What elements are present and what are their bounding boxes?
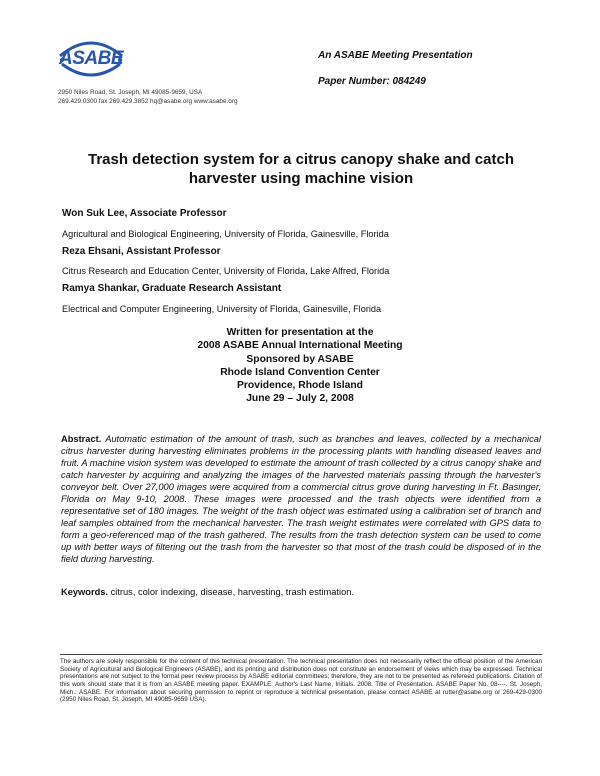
abstract-text: Automatic estimation of the amount of trash, such as branches and leaves, collected by a mechanical citrus harvester during harvesting eliminates problems in the processing plants with handling diseased leaves and fruit. A machine vision system was developed to estimate the amount of trash collected by a citrus canopy shake and catch harvester by acquiring and analyzing the images of the harvested materials passing through the harvester's conveyor belt. Over 27,000 images were acquired from a commercial citrus grove during harvesting in Ft. Basinger, Florida on May 9-10, 2008. These images were processed and the trash objects were identified from a representative set of 180 images. The weight of the trash object was estimated using a calibration set of branch and leaf samples obtained from the mechanical harvester. The trash weight estimates were correlated with GPS data to form a geo-referenced map of the trash gathered. The results from the trash detection system can be used to come up with better ways of filtering out the trash from the harvester so that most of the trash could be disposed of in the field during harvesting.: [61, 434, 541, 564]
contact-line: 269.429.0300 fax 269.429.3852 hq@asabe.org www.asabe.org: [58, 98, 238, 105]
author-name: Won Suk Lee, Associate Professor: [62, 208, 227, 219]
address-line: 2950 Niles Road, St. Joseph, MI 49085-9659, USA: [58, 89, 203, 96]
asabe-logo: [56, 34, 126, 84]
logo-text: ASABE: [58, 48, 123, 69]
paper-number: Paper Number: 084249: [318, 76, 426, 87]
keywords-label: Keywords.: [61, 587, 109, 597]
keywords: [61, 587, 541, 597]
paper-title: Trash detection system for a citrus canopy shake and catch harvester using machine vision: [88, 151, 514, 187]
author-affiliation: Agricultural and Biological Engineering, University of Florida, Gainesville, Florida: [62, 229, 389, 239]
presentation-info: [100, 326, 500, 406]
abstract: [61, 434, 541, 565]
meeting-label: An ASABE Meeting Presentation: [318, 50, 473, 61]
author-name: Ramya Shankar, Graduate Research Assistant: [62, 283, 282, 294]
footnote-divider: [60, 654, 542, 655]
author-name: Reza Ehsani, Assistant Professor: [62, 246, 221, 257]
presentation-line: Sponsored by ASABE: [246, 353, 354, 365]
abstract-label: Abstract.: [61, 434, 102, 444]
author-affiliation: Electrical and Computer Engineering, University of Florida, Gainesville, Florida: [62, 304, 382, 314]
copyright-footnote: The authors are solely responsible for the content of this technical presentation. The technical presentation does not necessarily reflect the official position of the American Society of Agricultural and Biological Engineers (ASABE), and its printing and distribution does not constitute an endorsement of views which may be expressed. Technical presentations are not subject to the formal peer review process by ASABE editorial committees; therefore, they are not to be presented as refereed publications. Citation of this work should state that it is from an ASABE meeting paper. EXAMPLE: Author's Last Name, Initials. 2008. Title of Presentation. ASABE Paper No. 08----. St. Joseph, Mich.: ASABE. For information about securing permission to reprint or reproduce a technical presentation, please contact ASABE at rutter@asabe.org or 269-429-0300 (2950 Niles Road, St. Joseph, MI 49085-9659 USA).: [60, 658, 542, 704]
presentation-line: June 29 – July 2, 2008: [246, 393, 354, 405]
presentation-line: Providence, Rhode Island: [237, 380, 363, 392]
author-affiliation: Citrus Research and Education Center, University of Florida, Lake Alfred, Florida: [62, 266, 390, 276]
presentation-line: 2008 ASABE Annual International Meeting: [197, 340, 403, 352]
presentation-line: Written for presentation at the: [226, 327, 374, 338]
presentation-line: Rhode Island Convention Center: [220, 366, 380, 378]
keywords-text: citrus, color indexing, disease, harvesting, trash estimation.: [110, 587, 354, 597]
